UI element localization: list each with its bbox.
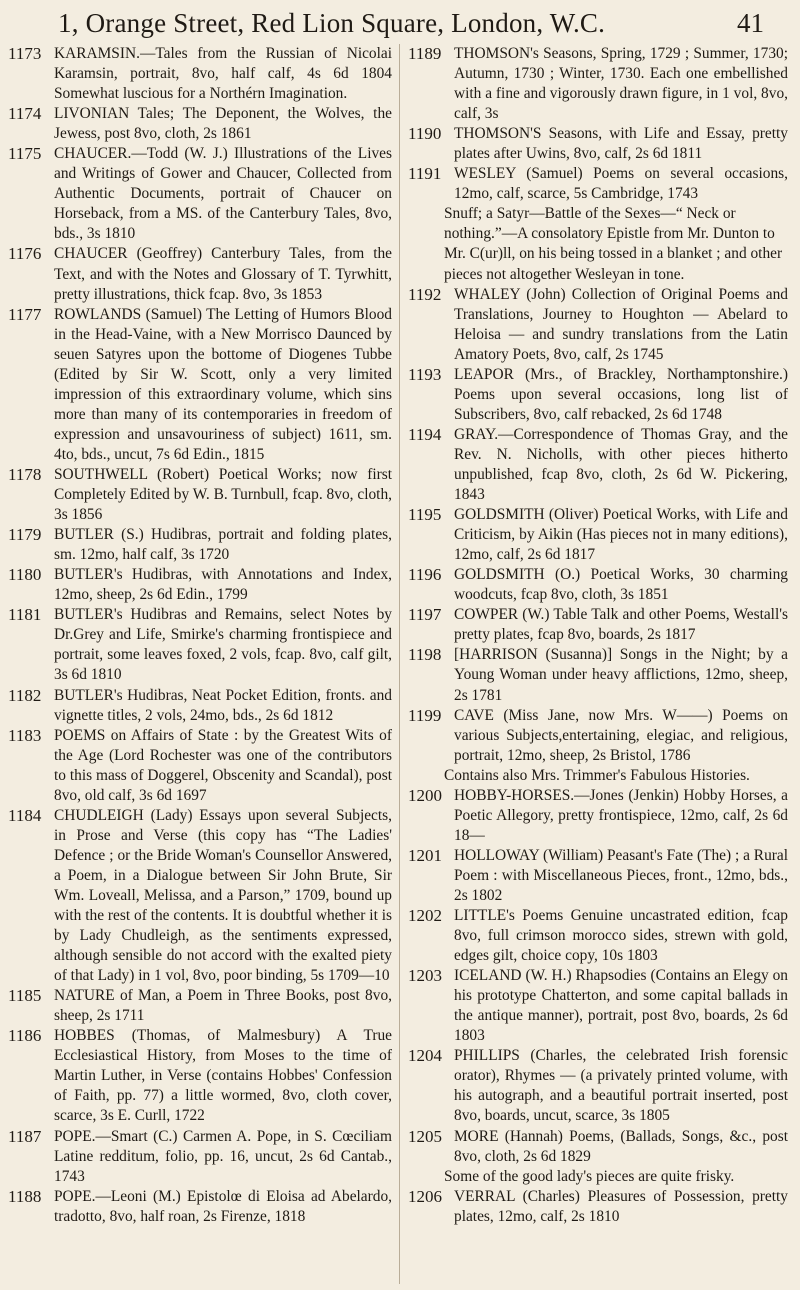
catalogue-entry [408, 966, 788, 1046]
entry-text: BUTLER's Hudibras, Neat Pocket Edition, fronts. and vignette titles, 2 vols, 24mo, bds., 2s 6d 1812 [54, 686, 392, 724]
entry-text: GOLDSMITH (O.) Poetical Works, 30 charming woodcuts, fcap 8vo, cloth, 3s 1851 [454, 566, 788, 604]
entry-text: GRAY.—Correspondence of Thomas Gray, and the Rev. N. Nicholls, with other pieces hitherto unpublished, fcap 8vo, cloth, 2s 6d W. Pickering, 1843 [454, 425, 788, 504]
entry-text: KARAMSIN.—Tales from the Russian of Nicolai Karamsin, portrait, 8vo, half calf, 4s 6d 1804 Somewhat luscious for a Northérn Imagination. [54, 45, 392, 103]
entry-number: 1185 [8, 986, 42, 1006]
catalogue-entry [408, 1046, 788, 1126]
entry-number: 1184 [8, 805, 42, 825]
entry-text: NATURE of Man, a Poem in Three Books, post 8vo, sheep, 2s 1711 [54, 987, 392, 1025]
entry-note: Snuff; a Satyr—Battle of the Sexes—“ Neck or nothing.”—A consolatory Epistle from Mr. Dunton to Mr. C(ur)ll, on his being tossed in a blanket ; and other pieces not altogether Wesleyan in tone. [444, 205, 783, 283]
catalogue-entry [408, 605, 788, 645]
entry-text: HOLLOWAY (William) Peasant's Fate (The) ; a Rural Poem : with Miscellaneous Pieces, front., 12mo, bds., 2s 1802 [454, 846, 788, 904]
entry-text: HOBBY-HORSES.—Jones (Jenkin) Hobby Horses, a Poetic Allegory, pretty frontispiece, 12mo, calf, 2s 6d 18— [454, 786, 788, 844]
catalogue-entry [408, 365, 788, 425]
catalogue-entry [8, 1026, 392, 1126]
entry-text: GOLDSMITH (Oliver) Poetical Works, with Life and Criticism, by Aikin (Has pieces not in many editions), 12mo, calf, 2s 6d 1817 [454, 506, 788, 564]
entry-text: CHUDLEIGH (Lady) Essays upon several Subjects, in Prose and Verse (this copy has “The Ladies' Defence ; or the Bride Woman's Counsellor Answered, a Poem, in a Dialogue between Sir John Brute, Sir Wm. Loveall, Melissa, and a Parson,” 1709, bound up with the rest of the contents. It is doubtful whether it is by Lady Chudleigh, as the sentiments expressed, although sensible do not accord with the exalted piety of that Lady) in 1 vol, 8vo, poor binding, 5s 1709—10 [54, 806, 392, 985]
entry-number: 1206 [408, 1186, 442, 1206]
entry-number: 1196 [408, 565, 442, 585]
entry-text: ROWLANDS (Samuel) The Letting of Humors Blood in the Head-Vaine, with a New Morrisco Daunced by seuen Satyres upon the bottome of Diogenes Tubbe (Edited by Sir W. Scott, only a very limited impression of this extraordinary volume, which sins more than many of its contemporaries in freedom of expression and unsavouriness of subject) 1611, sm. 4to, bds., uncut, 7s 6d Edin., 1815 [54, 305, 392, 463]
entry-number: 1181 [8, 605, 42, 625]
entry-number: 1192 [408, 284, 442, 304]
catalogue-entry [8, 1127, 392, 1187]
entry-text: VERRAL (Charles) Pleasures of Possession, pretty plates, 12mo, calf, 2s 1810 [454, 1187, 788, 1225]
catalogue-entry [408, 425, 788, 505]
entry-text: CHAUCER.—Todd (W. J.) Illustrations of the Lives and Writings of Gower and Chaucer, Collected from Authentic Documents, portrait of Chaucer on Horseback, from a MS. of the Canterbury Tales, 8vo, bds., 3s 1810 [54, 145, 392, 243]
catalogue-entry [8, 1187, 392, 1227]
catalogue-entry [8, 144, 392, 244]
entry-number: 1183 [8, 725, 42, 745]
catalogue-entry [8, 605, 392, 685]
catalogue-entry [408, 164, 788, 204]
catalogue-entry [8, 806, 392, 986]
entry-number: 1202 [408, 906, 442, 926]
entry-text: [HARRISON (Susanna)] Songs in the Night; by a Young Woman under heavy afflictions, 12mo, sheep, 2s 1781 [454, 646, 788, 704]
catalogue-entry [8, 726, 392, 806]
catalogue-entry [8, 525, 392, 565]
entry-text: WESLEY (Samuel) Poems on several occasions, 12mo, calf, scarce, 5s Cambridge, 1743 [454, 165, 788, 203]
entry-text: POPE.—Smart (C.) Carmen A. Pope, in S. Cœciliam Latine redditum, folio, pp. 16, uncut, 2s 6d Cantab., 1743 [54, 1127, 392, 1185]
entry-text: THOMSON'S Seasons, with Life and Essay, pretty plates after Uwins, 8vo, calf, 2s 6d 1811 [454, 125, 788, 163]
entry-number: 1175 [8, 144, 42, 164]
catalogue-entry [8, 465, 392, 525]
entry-text: WHALEY (John) Collection of Original Poems and Translations, Journey to Houghton — Abelard to Heloisa — and sundry translations from the Latin Amatory Poets, 8vo, calf, 2s 1745 [454, 285, 788, 363]
entry-note: Contains also Mrs. Trimmer's Fabulous Histories. [444, 766, 750, 784]
entry-text: CHAUCER (Geoffrey) Canterbury Tales, from the Text, and with the Notes and Glossary of T. Tyrwhitt, pretty illustrations, thick fcap. 8vo, 3s 1853 [54, 245, 392, 303]
entry-note: Some of the good lady's pieces are quite frisky. [444, 1167, 735, 1185]
left-column [8, 44, 392, 1227]
entry-number: 1176 [8, 244, 42, 264]
entry-number: 1188 [8, 1186, 42, 1206]
entry-number: 1191 [408, 164, 442, 184]
catalogue-entry [408, 565, 788, 605]
entry-text: LIVONIAN Tales; The Deponent, the Wolves, the Jewess, post 8vo, cloth, 2s 1861 [54, 105, 392, 143]
entry-number: 1203 [408, 966, 442, 986]
catalogue-entry [408, 645, 788, 705]
entry-text: BUTLER's Hudibras and Remains, select Notes by Dr.Grey and Life, Smirke's charming frontispiece and portrait, some leaves foxed, 2 vols, fcap. 8vo, calf gilt, 3s 6d 1810 [54, 606, 392, 684]
entry-number: 1193 [408, 364, 442, 384]
catalogue-entry [408, 846, 788, 906]
catalogue-entry [408, 285, 788, 365]
right-column [408, 44, 788, 1227]
entry-number: 1178 [8, 464, 42, 484]
catalogue-entry [8, 44, 392, 104]
entry-text: MORE (Hannah) Poems, (Ballads, Songs, &c., post 8vo, cloth, 2s 6d 1829 [454, 1127, 788, 1165]
catalogue-entry [408, 786, 788, 846]
catalogue-entry [408, 906, 788, 966]
catalogue-entry [408, 505, 788, 565]
entry-text: LITTLE's Poems Genuine uncastrated edition, fcap 8vo, full crimson morocco sides, strewn with gold, edges gilt, choice copy, 10s 1803 [454, 907, 788, 965]
entry-number: 1180 [8, 565, 42, 585]
entry-number: 1173 [8, 44, 42, 63]
page-header [0, 6, 800, 42]
entry-number: 1190 [408, 124, 442, 144]
entry-number: 1199 [408, 705, 442, 725]
catalogue-entry [8, 986, 392, 1026]
catalogue-entry [408, 44, 788, 124]
catalogue-entry [8, 686, 392, 726]
entry-number: 1187 [8, 1126, 42, 1146]
entry-number: 1195 [408, 505, 442, 525]
entry-text: BUTLER (S.) Hudibras, portrait and folding plates, sm. 12mo, half calf, 3s 1720 [54, 526, 392, 564]
entry-text: SOUTHWELL (Robert) Poetical Works; now first Completely Edited by W. B. Turnbull, fcap. 8vo, cloth, 3s 1856 [54, 465, 392, 524]
entry-number: 1205 [408, 1126, 442, 1146]
entry-number: 1186 [8, 1026, 42, 1046]
catalogue-entry [8, 244, 392, 304]
page-number: 41 [737, 8, 764, 38]
catalogue-entry [8, 104, 392, 144]
entry-number: 1204 [408, 1046, 442, 1066]
entry-text: POPE.—Leoni (M.) Epistolœ di Eloisa ad Abelardo, tradotto, 8vo, half roan, 2s Firenze, 1818 [54, 1187, 392, 1225]
entry-number: 1198 [408, 645, 442, 665]
entry-number: 1194 [408, 424, 442, 444]
catalogue-entry [408, 706, 788, 766]
entry-text: CAVE (Miss Jane, now Mrs. W——) Poems on various Subjects,entertaining, elegiac, and religious, portrait, 12mo, sheep, 2s Bristol, 1786 [454, 706, 788, 764]
catalogue-entry [8, 305, 392, 465]
entry-number: 1200 [408, 785, 442, 805]
entry-text: HOBBES (Thomas, of Malmesbury) A True Ecclesiastical History, from Moses to the time of Martin Luther, in Verse (contains Hobbes' Confession of Faith, pp. 77) a little wormed, 8vo, cloth cover, scarce, 3s E. Curll, 1722 [54, 1027, 392, 1125]
entry-number: 1197 [408, 605, 442, 625]
entry-text: THOMSON's Seasons, Spring, 1729 ; Summer, 1730; Autumn, 1730 ; Winter, 1730. Each one embellished with a fine and vigorously drawn figure, in 1 vol, 8vo, calf, 3s [454, 45, 788, 123]
entry-text: LEAPOR (Mrs., of Brackley, Northamptonshire.) Poems upon several occasions, long list of Subscribers, 8vo, calf rebacked, 2s 6d 1748 [454, 365, 788, 423]
entry-number: 1174 [8, 104, 42, 124]
catalogue-entry [408, 1187, 788, 1227]
catalogue-entry [8, 565, 392, 605]
entry-text: PHILLIPS (Charles, the celebrated Irish forensic orator), Rhymes — (a privately printed volume, with his autograph, and a beautiful portrait inserted, post 8vo, boards, uncut, scarce, 3s 1805 [454, 1047, 788, 1125]
entry-text: COWPER (W.) Table Talk and other Poems, Westall's pretty plates, fcap 8vo, boards, 2s 1817 [454, 606, 788, 644]
entry-number: 1177 [8, 304, 42, 324]
entry-number: 1201 [408, 845, 442, 865]
catalogue-entry [408, 124, 788, 164]
entry-text: BUTLER's Hudibras, with Annotations and Index, 12mo, sheep, 2s 6d Edin., 1799 [54, 566, 392, 604]
address-header: 1, Orange Street, Red Lion Square, London, W.C. [58, 8, 606, 38]
entry-text: ICELAND (W. H.) Rhapsodies (Contains an Elegy on his prototype Chatterton, and some capital ballads in the antique manner), portrait, post 8vo, boards, 2s 6d 1803 [454, 967, 788, 1045]
catalogue-entry [408, 1127, 788, 1167]
entry-number: 1189 [408, 44, 442, 63]
entry-number: 1182 [8, 685, 42, 705]
entry-text: POEMS on Affairs of State : by the Greatest Wits of the Age (Lord Rochester was one of the contributors to this mass of Doggerel, Obscenity and Scandal), post 8vo, old calf, 3s 6d 1697 [54, 726, 392, 804]
entry-number: 1179 [8, 525, 42, 545]
column-divider [399, 44, 400, 1284]
